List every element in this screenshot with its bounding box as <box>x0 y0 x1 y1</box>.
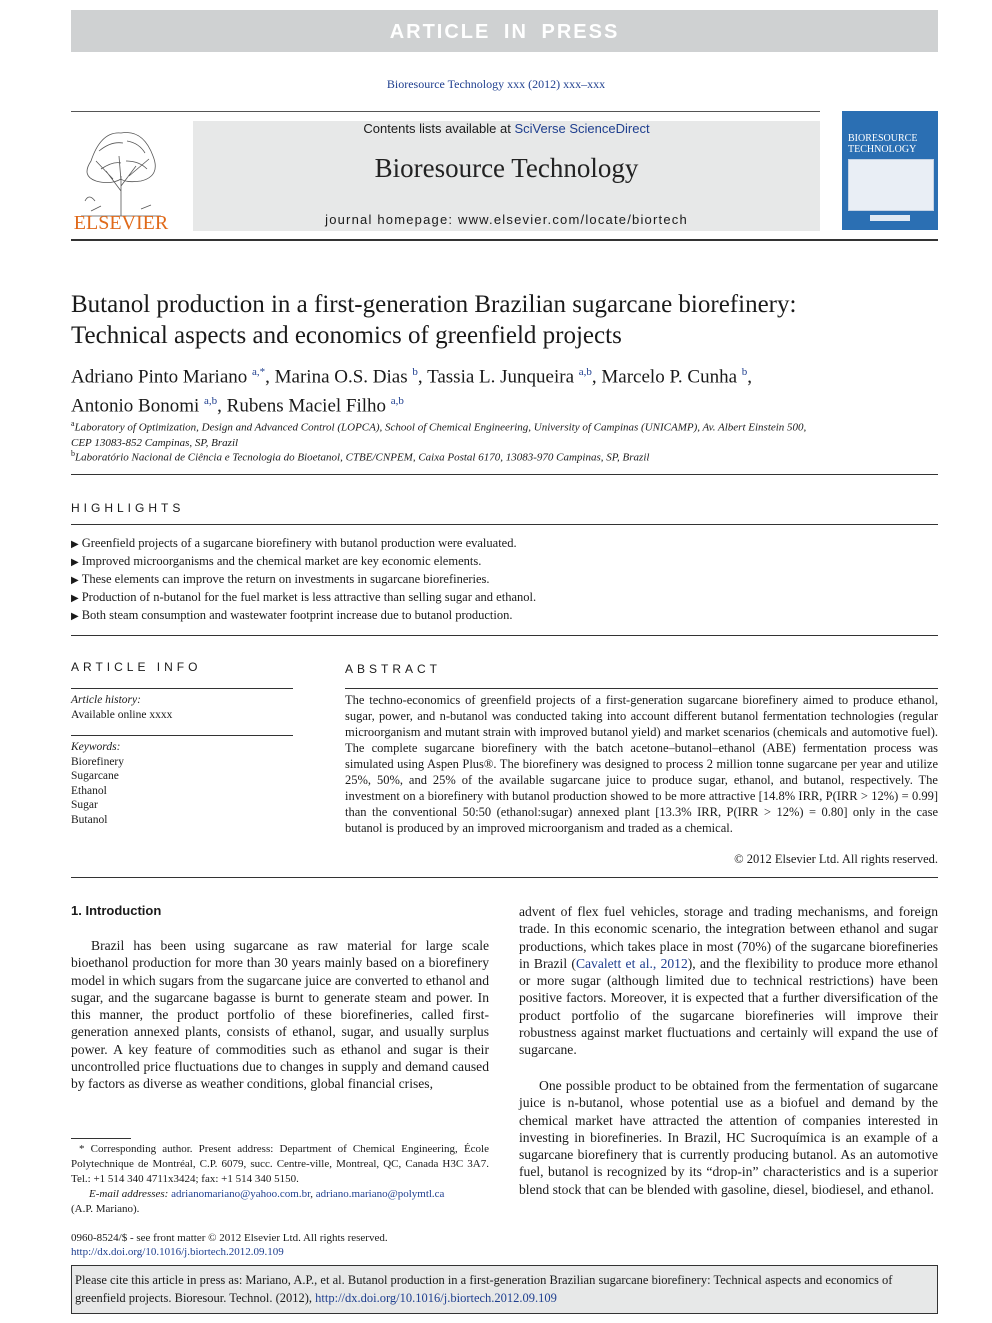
affiliation-rule <box>71 474 938 475</box>
intro-paragraph-2: One possible product to be obtained from the fermentation of sugarcane juice is n-butanol, whose potential use as a biofuel and demand by the chemical market have attracted the attention of companies interested in investing in biorefineries. In Brazil, HC Sucroquímica is an example of a sugarcane biorefinery that is currently producing butanol. As an automotive fuel, butanol is recognized by its “drop-in” characteristics and is a superior blend stock that can be blended with gasoline, diesel, biodiesel, and ethanol. <box>519 1078 938 1197</box>
highlights-list <box>71 535 951 625</box>
introduction-heading: 1. Introduction <box>71 903 162 918</box>
affiliation-a-line1: Laboratory of Optimization, Design and Advanced Control (LOPCA), School of Chemical Engineering, University of Campinas (UNICAMP), Av. Albert Einstein 500, <box>74 421 807 434</box>
author-name: Marcelo P. Cunha <box>601 366 738 388</box>
email-owner: (A.P. Mariano). <box>71 1203 140 1215</box>
highlight-text: Improved microorganisms and the chemical market are key economic elements. <box>81 554 482 568</box>
bullet-triangle-icon: ▶ <box>71 539 79 550</box>
title-line-2: Technical aspects and economics of greenfield projects <box>71 322 622 349</box>
affiliation-b-line1: Laboratório Nacional de Ciência e Tecnologia do Bioetanol, CTBE/CNPEM, Caixa Postal 6170, 13083-970 Campinas, SP, Brazil <box>75 451 650 464</box>
author-affiliation-mark[interactable]: a,* <box>252 366 266 378</box>
intro-text: ), and the flexibility to produce more ethanol or more sugar (although limited due to technical restrictions) have been positive factors. Moreover, it is expected that a further diversification of the product portfolio of the sugarcane biorefineries will improve their robustness against market fluctuations and certainly will expand the use of sugarcane. <box>519 955 938 1058</box>
footnote-rule <box>71 1138 131 1139</box>
corresponding-author-text: * Corresponding author. Present address: Department of Chemical Engineering, École Polytechnique de Montréal, C.P. 6079, succ. Centre-ville, Montreal, QC, Canada H3C 3A7. Tel.: +1 514 340 4711x3424; fax: +1 514 340 5150. <box>71 1143 489 1185</box>
author-list <box>71 360 951 419</box>
history-rule <box>71 735 293 736</box>
author-separator: , <box>217 395 227 417</box>
highlight-item <box>71 589 951 607</box>
intro-text: advent of flex fuel vehicles, storage and trading mechanisms, and foreign trade. In this economic scenario, the integration between ethanol and sugar productions, which takes place in most (70%) of the sugarcane biorefineries in Brazil ( <box>519 904 938 971</box>
issn-block <box>71 1231 489 1259</box>
abstract-bottom-rule <box>71 877 938 878</box>
abstract-text: The techno-economics of greenfield projects of a first-generation sugarcane biorefinery aimed to produce ethanol, sugar, power, and n-butanol was conducted taking into account different butanol fermentation technologies (regular microorganism and mutant strain with improved butanol yield) and market scenarios (chemicals and automotive fuel). The complete sugarcane biorefinery with the batch acetone–butanol–ethanol (ABE) fermentation process was simulated using Aspen Plus®. The biorefinery was designed to process 2 million tonne sugarcane per year and utilize 25%, 50%, and 25% of the available sugarcane juice to produce sugar, ethanol, and butanol, respectively. The investment on a biorefinery with butanol production showed to be more attractive [14.8% IRR, P(IRR > 12%) = 0.99] than the conventional 50:50 (ethanol:sugar) annexed plant [13.3% IRR, P(IRR > 12%) = 0.80] only in the case butanol is produced by an improved microorganism and traded as a chemical. <box>345 693 938 835</box>
author-affiliation-mark[interactable]: a,b <box>390 395 404 408</box>
affiliation-mark: a <box>71 419 75 428</box>
abstract-heading: ABSTRACT <box>345 662 442 676</box>
cite-text: Please cite this article in press as: Mariano, A.P., et al. Butanol production in a first-generation Brazilian sugarcane biorefinery: Technical aspects and economics of greenfield projects. Bioresour. Technol. (2012), <box>75 1273 893 1305</box>
author-separator: , <box>265 366 275 388</box>
cover-graphic <box>848 159 934 211</box>
contents-availability <box>193 121 820 136</box>
author-separator: , <box>747 366 753 388</box>
author-affiliation-mark[interactable]: a,b <box>204 395 218 408</box>
email-link[interactable]: adriano.mariano@polymtl.ca <box>315 1188 445 1200</box>
doi-link[interactable]: http://dx.doi.org/10.1016/j.biortech.2012.09.109 <box>71 1246 284 1258</box>
author-affiliation-mark[interactable]: a,b <box>578 366 592 378</box>
email-link[interactable]: adrianomariano@yahoo.com.br <box>171 1188 311 1200</box>
keyword: Ethanol <box>71 784 107 797</box>
issn-line: 0960-8524/$ - see front matter © 2012 Elsevier Ltd. All rights reserved. <box>71 1232 388 1244</box>
highlight-item <box>71 535 951 553</box>
author-name: Tassia L. Junqueira <box>427 366 574 388</box>
keyword: Butanol <box>71 813 108 826</box>
article-history <box>71 693 293 722</box>
author-affiliation-mark[interactable]: b <box>741 366 748 378</box>
keyword: Biorefinery <box>71 755 125 768</box>
abstract-copyright: © 2012 Elsevier Ltd. All rights reserved. <box>734 852 938 866</box>
abstract-rule <box>345 688 938 689</box>
header-top-rule <box>71 111 820 112</box>
keywords-block <box>71 740 293 827</box>
journal-name: Bioresource Technology <box>374 153 639 183</box>
author-line-2 <box>71 389 951 418</box>
cite-doi-link[interactable]: http://dx.doi.org/10.1016/j.biortech.2012.09.109 <box>315 1291 557 1305</box>
header-bottom-rule <box>71 239 938 241</box>
citation-link[interactable]: Cavalett et al., 2012 <box>575 955 688 971</box>
contents-prefix: Contents lists available at <box>363 121 515 136</box>
cover-title-line1: BIORESOURCE <box>848 133 918 144</box>
bullet-triangle-icon: ▶ <box>71 575 79 586</box>
highlights-bottom-rule <box>71 635 938 636</box>
affiliation-mark: b <box>71 449 75 458</box>
highlight-item <box>71 571 951 589</box>
keyword: Sugar <box>71 799 98 811</box>
author-affiliation-mark[interactable]: b <box>412 366 418 378</box>
journal-citation-link[interactable]: Bioresource Technology xxx (2012) xxx–xxx <box>386 77 606 91</box>
highlight-item <box>71 553 951 571</box>
corresponding-author-footnote <box>71 1142 489 1217</box>
bullet-triangle-icon: ▶ <box>71 611 79 622</box>
history-value: Available online xxxx <box>71 708 173 721</box>
cover-title-line2: TECHNOLOGY <box>848 144 917 155</box>
title-line-1: Butanol production in a first-generation Brazilian sugarcane biorefinery: <box>71 291 797 318</box>
highlight-text: These elements can improve the return on investments in sugarcane biorefineries. <box>81 572 490 586</box>
author-line-1 <box>71 360 951 389</box>
email-label: E-mail addresses: <box>89 1188 169 1200</box>
author-name: Marina O.S. Dias <box>274 366 408 388</box>
highlight-text: Both steam consumption and wastewater footprint increase due to butanol production. <box>81 608 513 622</box>
author-name: Rubens Maciel Filho <box>226 395 387 417</box>
highlights-heading: HIGHLIGHTS <box>71 501 185 515</box>
affiliation-a-line2: CEP 13083-852 Campinas, SP, Brazil <box>71 436 239 449</box>
intro-paragraph-1: Brazil has been using sugarcane as raw material for large scale bioethanol production for more than 30 years mainly based on a biorefinery model in which sugars from the sugarcane juice are converted to ethanol and sugar, and the sugarcane bagasse is burnt to generate steam and power. In this manner, the product portfolio of these biorefineries, called first-generation annexed plants, consists of ethanol, sugar, and usually surplus power. A key feature of commodities such as ethanol and sugar is their uncontrolled price fluctuations due to changes in supply and demand caused by factors as diverse as weather conditions, global financial crises, <box>71 938 489 1092</box>
cite-this-article-text <box>75 1271 935 1307</box>
email-addresses: E-mail addresses: adrianomariano@yahoo.com.br, adriano.mariano@polymtl.ca <box>89 1188 445 1200</box>
highlight-text: Production of n-butanol for the fuel market is less attractive than selling sugar and ethanol. <box>81 590 537 604</box>
sciencedirect-link[interactable]: SciVerse ScienceDirect <box>514 121 650 136</box>
article-info-rule <box>71 688 293 689</box>
affiliation-b <box>71 446 951 466</box>
author-separator: , <box>591 366 602 388</box>
article-in-press-banner: ARTICLE IN PRESS <box>71 10 938 52</box>
author-separator: , <box>417 366 428 388</box>
intro-paragraph-1-continued <box>519 903 938 1059</box>
highlights-top-rule <box>71 524 938 525</box>
keyword: Sugarcane <box>71 770 119 782</box>
article-info-heading: ARTICLE INFO <box>71 660 202 674</box>
bullet-triangle-icon: ▶ <box>71 557 79 568</box>
journal-cover-image <box>842 111 938 230</box>
highlight-item <box>71 607 951 625</box>
article-title <box>71 289 951 351</box>
history-label: Article history: <box>71 694 141 706</box>
highlight-text: Greenfield projects of a sugarcane biorefinery with butanol production were evaluated. <box>81 536 517 550</box>
cover-publisher-strip <box>870 215 910 221</box>
bullet-triangle-icon: ▶ <box>71 593 79 604</box>
journal-homepage[interactable]: journal homepage: www.elsevier.com/locate/biortech <box>325 212 688 227</box>
author-name: Antonio Bonomi <box>71 395 200 417</box>
elsevier-wordmark: ELSEVIER <box>73 212 169 234</box>
author-name: Adriano Pinto Mariano <box>71 366 248 388</box>
keywords-label: Keywords: <box>71 741 121 753</box>
